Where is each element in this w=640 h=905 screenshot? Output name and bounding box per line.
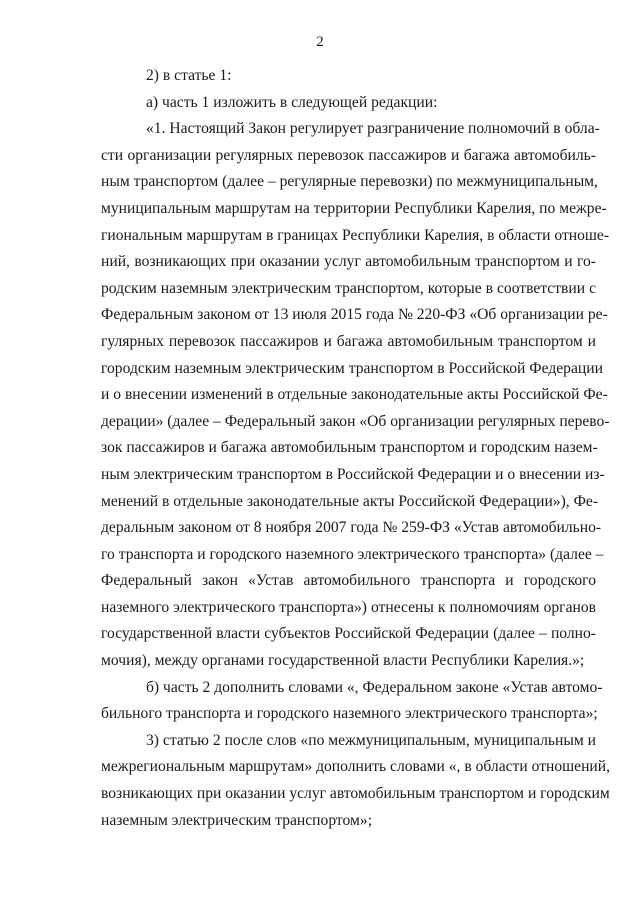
text-line: мочия), между органами государственной власти Республики Карелия.»; [101, 652, 585, 670]
text-line: «1. Настоящий Закон регулирует разграничение полномочий в обла- [146, 120, 600, 138]
text-line: городским наземным электрическим транспортом в Российской Федерации [101, 359, 603, 377]
text-line: сти организации регулярных перевозок пассажиров и багажа автомобиль- [101, 146, 596, 164]
text-line: ным электрическим транспортом в Российской Федерации и о внесении из- [101, 465, 605, 483]
text-line: гиональным маршрутам в границах Республики Карелия, в области отноше- [101, 226, 610, 244]
text-line: деральным законом от 8 ноября 2007 года № 259-ФЗ «Устав автомобильно- [101, 519, 602, 537]
text-line: дерации» (далее – Федеральный закон «Об организации регулярных перево- [101, 412, 610, 430]
page-number: 2 [316, 34, 324, 50]
text-line: а) часть 1 изложить в следующей редакции: [146, 93, 438, 111]
text-line: менений в отдельные законодательные акты Российской Федерации»), Фе- [101, 492, 599, 510]
text-line: возникающих при оказании услуг автомобильным транспортом и городским [101, 785, 610, 803]
text-line: Федеральный закон «Устав автомобильного транспорта и городского [101, 572, 596, 590]
text-line: б) часть 2 дополнить словами «, Федеральном законе «Устав автомо- [146, 678, 603, 696]
text-line: наземного электрического транспорта») отнесены к полномочиям органов [101, 598, 596, 616]
text-line: муниципальным маршрутам на территории Республики Карелия, по межре- [101, 199, 607, 217]
text-line: ным транспортом (далее – регулярные перевозки) по межмуниципальным, [101, 173, 598, 191]
text-line: 3) статью 2 после слов «по межмуниципальным, муниципальным и [146, 731, 596, 749]
text-line: государственной власти субъектов Российской Федерации (далее – полно- [101, 625, 596, 643]
text-line: и о внесении изменений в отдельные законодательные акты Российской Фе- [101, 386, 608, 404]
text-line: бильного транспорта и городского наземного электрического транспорта»; [101, 705, 598, 723]
document-body [101, 63, 611, 834]
text-line: родским наземным электрическим транспортом, которые в соответствии с [101, 279, 596, 297]
text-line: Федеральным законом от 13 июля 2015 года № 220-ФЗ «Об организации ре- [101, 306, 608, 324]
text-line: зок пассажиров и багажа автомобильным транспортом и городским назем- [101, 439, 598, 457]
text-line: го транспорта и городского наземного электрического транспорта» (далее – [101, 545, 604, 563]
text-line: гулярных перевозок пассажиров и багажа автомобильным транспортом и [101, 332, 596, 350]
text-line: 2) в статье 1: [146, 67, 232, 84]
text-line: ний, возникающих при оказании услуг автомобильным транспортом и го- [101, 253, 596, 271]
text-line: наземным электрическим транспортом»; [101, 811, 373, 829]
text-line: межрегиональным маршрутам» дополнить словами «, в области отношений, [101, 758, 611, 776]
